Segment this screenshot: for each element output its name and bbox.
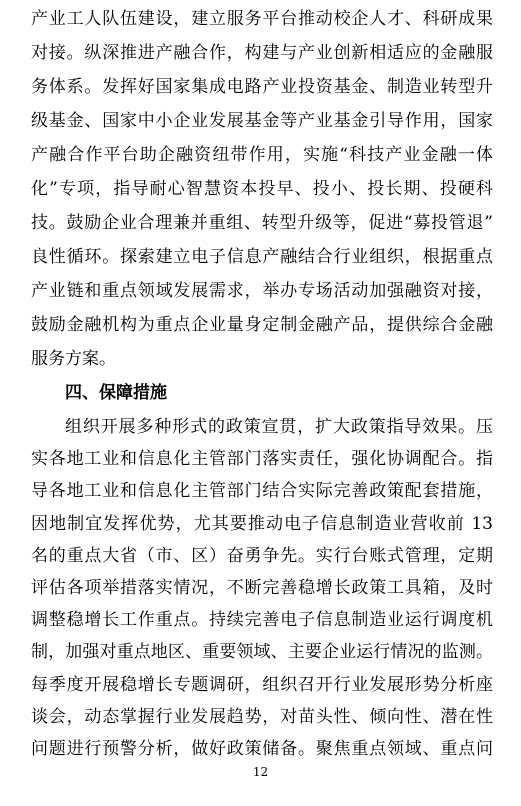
text-line: 良性循环。探索建立电子信息产融结合行业组织，根据重点 — [31, 247, 493, 267]
text-line: 谈会，动态掌握行业发展趋势，对苗头性、倾向性、潜在性 — [31, 706, 493, 727]
section-heading: 四、保障措施 — [65, 383, 167, 403]
page-number: 12 — [252, 765, 269, 779]
text-line: 产融合作平台助企融资纽带作用，实施“科技产业金融一体 — [31, 145, 493, 165]
text-line: 产业工人队伍建设，建立服务平台推动校企人才、科研成果 — [31, 9, 493, 29]
text-line: 技。鼓励企业合理兼并重组、转型升级等，促进“募投管退” — [31, 213, 493, 233]
text-line: 导各地工业和信息化主管部门结合实际完善政策配套措施， — [31, 481, 493, 502]
text-line: 服务方案。 — [31, 349, 116, 369]
text-line: 产业链和重点领域发展需求，举办专场活动加强融资对接， — [31, 281, 493, 301]
text-line: 因地制宜发挥优势，尤其要推动电子信息制造业营收前 13 — [31, 513, 493, 534]
text-line: 问题进行预警分析，做好政策储备。聚焦重点领域、重点问 — [31, 739, 493, 759]
text-line: 对接。纵深推进产融合作，构建与产业创新相适应的金融服 — [31, 43, 493, 63]
text-line: 组织开展多种形式的政策宣贯，扩大政策指导效果。压 — [65, 417, 493, 437]
text-line: 名的重点大省（市、区）奋勇争先。实行台账式管理，定期 — [31, 545, 493, 566]
text-line: 实各地工业和信息化主管部门落实责任，强化协调配合。指 — [31, 449, 493, 470]
text-line: 调整稳增长工作重点。持续完善电子信息制造业运行调度机 — [31, 610, 493, 631]
text-line: 务体系。发挥好国家集成电路产业投资基金、制造业转型升 — [31, 77, 493, 97]
text-line: 制，加强对重点地区、重要领域、主要企业运行情况的监测。 — [31, 642, 493, 663]
text-line: 级基金、国家中小企业发展基金等产业基金引导作用，国家 — [31, 111, 493, 131]
text-line: 评估各项举措落实情况，不断完善稳增长政策工具箱，及时 — [31, 578, 493, 598]
text-line: 化”专项，指导耐心智慧资本投早、投小、投长期、投硬科 — [31, 179, 493, 199]
text-line: 每季度开展稳增长专题调研，组织召开行业发展形势分析座 — [31, 674, 493, 695]
text-line: 鼓励金融机构为重点企业量身定制金融产品，提供综合金融 — [31, 315, 493, 335]
